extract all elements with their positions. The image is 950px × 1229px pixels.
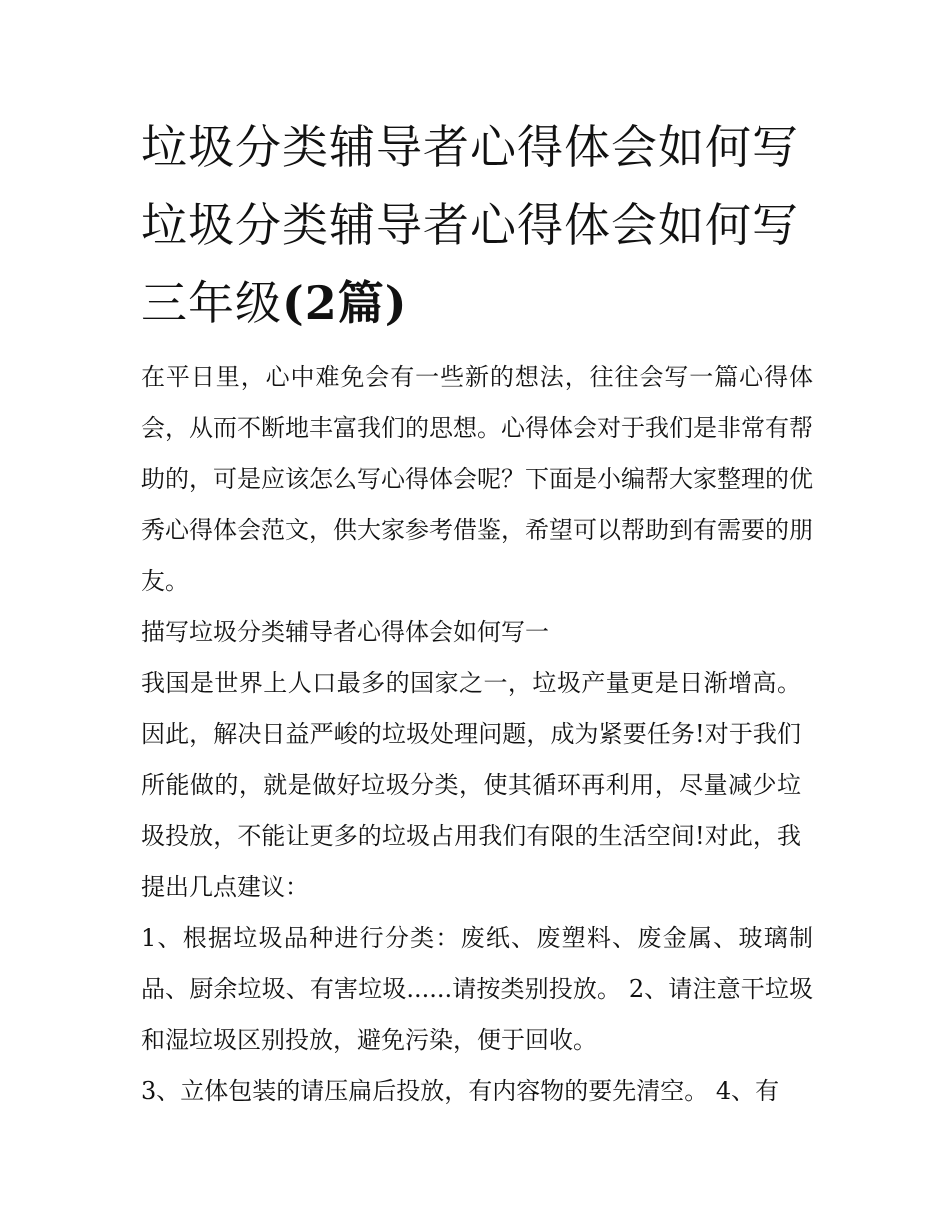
body-paragraph-2: 1、根据垃圾品种进行分类：废纸、废塑料、废金属、玻璃制品、厨余垃圾、有害垃圾......请按类别投放。 2、请注意干垃圾和湿垃圾区别投放，避免污染，便于回收。 (141, 924, 813, 1054)
document-title (141, 108, 813, 342)
title-suffix: (2篇) (282, 276, 408, 330)
body-paragraph-1: 我国是世界上人口最多的国家之一，垃圾产量更是日渐增高。因此，解决日益严峻的垃圾处理问题，成为紧要任务!对于我们所能做的，就是做好垃圾分类，使其循环再利用，尽量减少垃圾投放，不能让更多的垃圾占用我们有限的生活空间!对此，我提出几点建议： (141, 669, 801, 901)
section-heading: 描写垃圾分类辅导者心得体会如何写一 (141, 618, 549, 646)
title-main: 垃圾分类辅导者心得体会如何写 垃圾分类辅导者心得体会如何写三年级 (141, 120, 799, 330)
intro-paragraph: 在平日里，心中难免会有一些新的想法，往往会写一篇心得体会，从而不断地丰富我们的思想。心得体会对于我们是非常有帮助的，可是应该怎么写心得体会呢？下面是小编帮大家整理的优秀心得体会范文，供大家参考借鉴，希望可以帮助到有需要的朋友。 (141, 363, 813, 595)
document-page (141, 108, 813, 1117)
body-paragraph-3: 3、立体包装的请压扁后投放，有内容物的要先清空。 4、有 (141, 1077, 780, 1105)
